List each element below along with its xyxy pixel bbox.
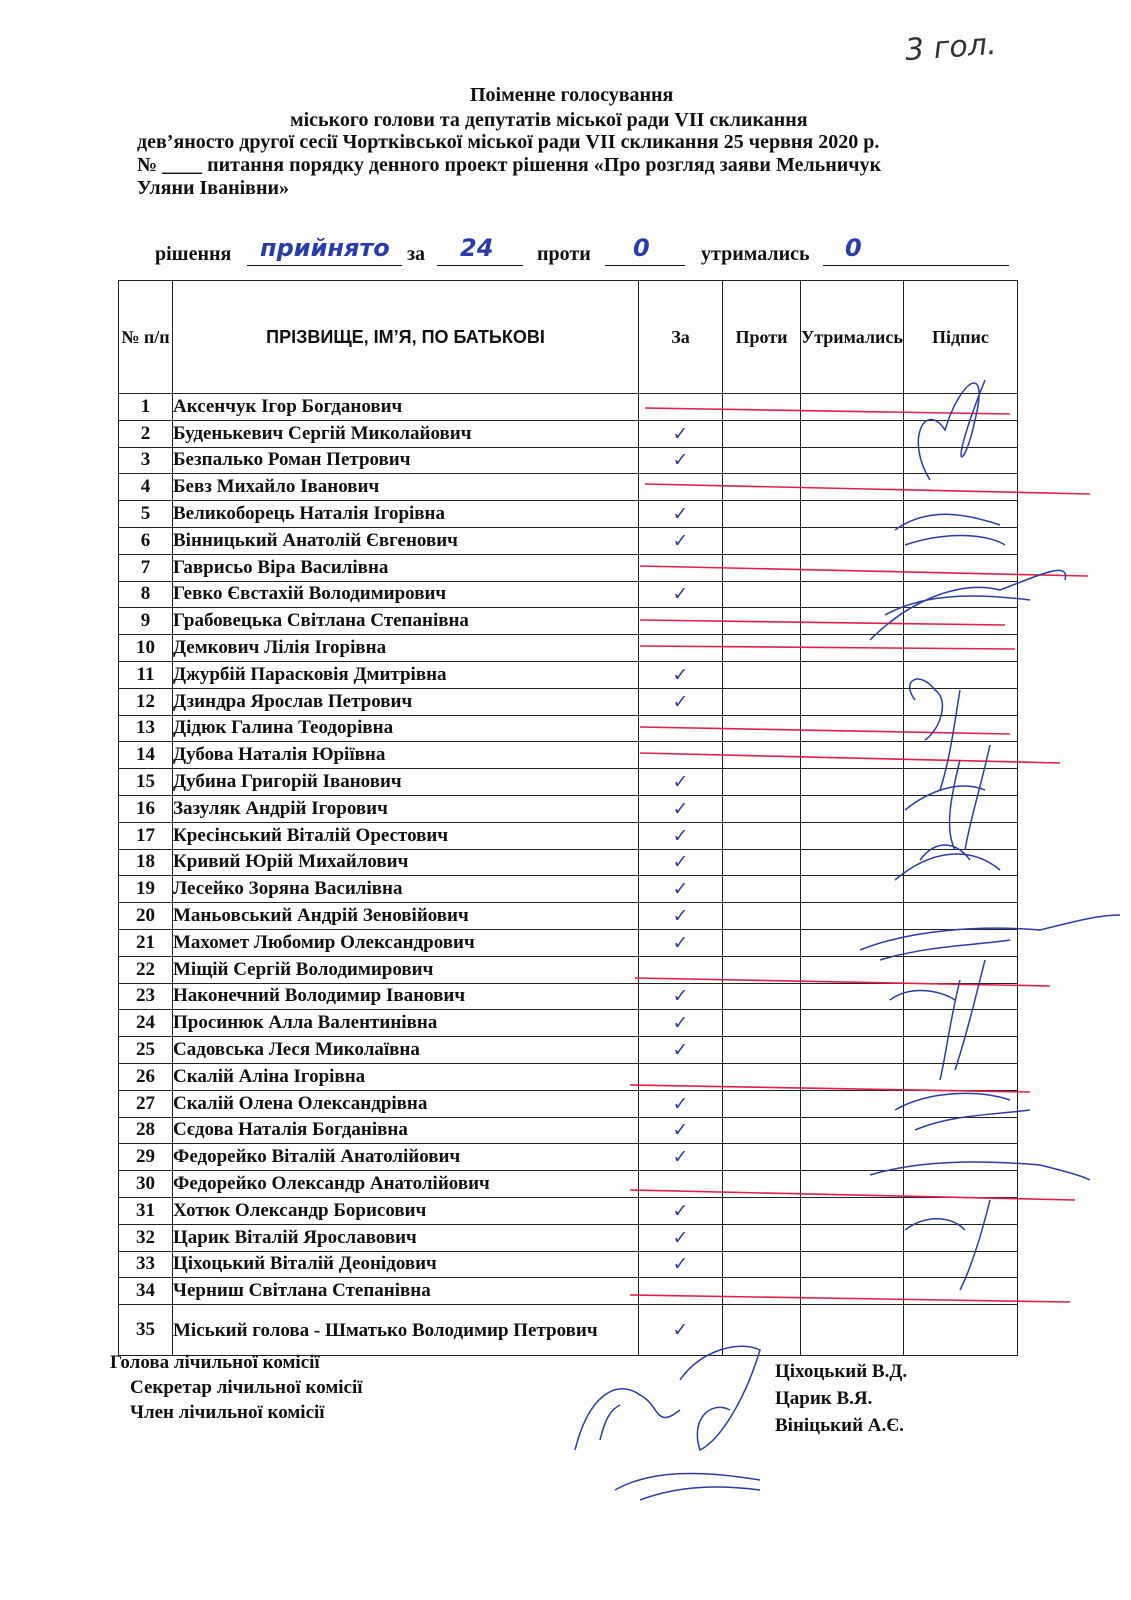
vote-utrymalys-cell — [801, 635, 904, 662]
vote-proty-cell — [723, 608, 801, 635]
row-number: 29 — [119, 1144, 173, 1171]
vote-proty-cell — [723, 903, 801, 930]
signature-cell — [903, 876, 1017, 903]
proty-count: 0 — [633, 234, 650, 262]
table-row — [119, 1144, 1018, 1171]
deputy-name: Вінницький Анатолій Євгенович — [173, 527, 639, 554]
vote-proty-cell — [723, 929, 801, 956]
vote-za-cell: ✓ — [639, 795, 723, 822]
row-number: 7 — [119, 554, 173, 581]
vote-za-cell: ✓ — [639, 1010, 723, 1037]
table-row — [119, 983, 1018, 1010]
proty-label: проти — [537, 243, 591, 265]
row-number: 2 — [119, 420, 173, 447]
doc-subtitle: міського голови та депутатів міської ради VII скликання — [290, 109, 808, 131]
vote-utrymalys-cell — [801, 956, 904, 983]
row-number: 21 — [119, 929, 173, 956]
vote-proty-cell — [723, 769, 801, 796]
vote-za-cell: ✓ — [639, 1197, 723, 1224]
corner-handwritten-note: 3 гол. — [903, 26, 998, 69]
vote-za-cell: ✓ — [639, 1305, 723, 1356]
table-header-row — [119, 281, 1018, 394]
row-number: 11 — [119, 661, 173, 688]
commission-roles — [110, 1350, 363, 1425]
signature-cell — [903, 635, 1017, 662]
table-row — [119, 1037, 1018, 1064]
signature-cell — [903, 1037, 1017, 1064]
col-name-header: ПРІЗВИЩЕ, ІМ’Я, ПО БАТЬКОВІ — [173, 281, 639, 394]
deputy-name: Зазуляк Андрій Ігорович — [173, 795, 639, 822]
signature-cell — [903, 1278, 1017, 1305]
vote-za-cell — [639, 554, 723, 581]
signature-cell — [903, 1224, 1017, 1251]
row-number: 25 — [119, 1037, 173, 1064]
vote-za-cell: ✓ — [639, 849, 723, 876]
signature-cell — [903, 447, 1017, 474]
row-number: 13 — [119, 715, 173, 742]
vote-utrymalys-cell — [801, 1117, 904, 1144]
deputy-name: Дзиндра Ярослав Петрович — [173, 688, 639, 715]
vote-proty-cell — [723, 527, 801, 554]
row-number: 30 — [119, 1171, 173, 1198]
vote-za-cell: ✓ — [639, 501, 723, 528]
vote-za-cell: ✓ — [639, 822, 723, 849]
decision-summary — [155, 230, 1035, 272]
agenda-line-2: Уляни Іванівни» — [137, 177, 290, 199]
col-za-header: За — [639, 281, 723, 394]
vote-proty-cell — [723, 1090, 801, 1117]
vote-utrymalys-cell — [801, 795, 904, 822]
vote-utrymalys-cell — [801, 394, 904, 421]
vote-za-cell: ✓ — [639, 1117, 723, 1144]
commission-name-secretary: Царик В.Я. — [775, 1388, 873, 1409]
vote-proty-cell — [723, 474, 801, 501]
signature-cell — [903, 822, 1017, 849]
vote-proty-cell — [723, 420, 801, 447]
vote-proty-cell — [723, 635, 801, 662]
signature-cell — [903, 554, 1017, 581]
vote-utrymalys-cell — [801, 849, 904, 876]
decision-label: рішення — [155, 243, 232, 265]
table-row — [119, 608, 1018, 635]
table-row — [119, 1197, 1018, 1224]
vote-za-cell: ✓ — [639, 903, 723, 930]
row-number: 20 — [119, 903, 173, 930]
row-number: 12 — [119, 688, 173, 715]
deputy-name: Федорейко Олександр Анатолійович — [173, 1171, 639, 1198]
vote-utrymalys-cell — [801, 1278, 904, 1305]
vote-proty-cell — [723, 1037, 801, 1064]
vote-proty-cell — [723, 742, 801, 769]
vote-utrymalys-cell — [801, 501, 904, 528]
vote-za-cell — [639, 394, 723, 421]
vote-utrymalys-cell — [801, 474, 904, 501]
signature-cell — [903, 715, 1017, 742]
commission-name-chair: Ціхоцький В.Д. — [775, 1361, 908, 1382]
vote-utrymalys-cell — [801, 715, 904, 742]
agenda-line: № ____ питання порядку денного проект рішення «Про розгляд заяви Мельничук — [137, 154, 882, 176]
vote-za-cell — [639, 474, 723, 501]
deputy-name: Безпалько Роман Петрович — [173, 447, 639, 474]
table-row — [119, 742, 1018, 769]
deputy-name: Маньовський Андрій Зеновійович — [173, 903, 639, 930]
table-row — [119, 769, 1018, 796]
signature-cell — [903, 1144, 1017, 1171]
table-row — [119, 1117, 1018, 1144]
row-number: 22 — [119, 956, 173, 983]
signature-cell — [903, 527, 1017, 554]
col-utrymalys-header: Утримались — [801, 281, 904, 394]
vote-utrymalys-cell — [801, 608, 904, 635]
signature-cell — [903, 608, 1017, 635]
vote-proty-cell — [723, 661, 801, 688]
table-row — [119, 1278, 1018, 1305]
vote-proty-cell — [723, 554, 801, 581]
row-number: 23 — [119, 983, 173, 1010]
vote-proty-cell — [723, 394, 801, 421]
signature-cell — [903, 849, 1017, 876]
vote-za-cell — [639, 1278, 723, 1305]
deputy-name: Бевз Михайло Іванович — [173, 474, 639, 501]
vote-utrymalys-cell — [801, 554, 904, 581]
signature-cell — [903, 420, 1017, 447]
vote-utrymalys-cell — [801, 822, 904, 849]
vote-utrymalys-cell — [801, 447, 904, 474]
row-number: 15 — [119, 769, 173, 796]
vote-utrymalys-cell — [801, 1251, 904, 1278]
commission-signature — [680, 1346, 760, 1450]
vote-utrymalys-cell — [801, 1224, 904, 1251]
deputy-name: Дідюк Галина Теодорівна — [173, 715, 639, 742]
table-row — [119, 447, 1018, 474]
commission-names — [775, 1358, 907, 1439]
deputy-name: Дубова Наталія Юріївна — [173, 742, 639, 769]
commission-role-chair: Голова лічильної комісії — [110, 1352, 320, 1373]
row-number: 32 — [119, 1224, 173, 1251]
vote-za-cell: ✓ — [639, 688, 723, 715]
row-number: 3 — [119, 447, 173, 474]
vote-proty-cell — [723, 849, 801, 876]
vote-za-cell: ✓ — [639, 929, 723, 956]
vote-table — [118, 280, 1018, 1356]
deputy-name: Великоборець Наталія Ігорівна — [173, 501, 639, 528]
vote-za-cell — [639, 608, 723, 635]
signature-cell — [903, 742, 1017, 769]
col-proty-header: Проти — [723, 281, 801, 394]
vote-za-cell — [639, 956, 723, 983]
deputy-name: Ціхоцький Віталій Деонідович — [173, 1251, 639, 1278]
vote-utrymalys-cell — [801, 903, 904, 930]
signature-cell — [903, 1090, 1017, 1117]
deputy-name: Грабовецька Світлана Степанівна — [173, 608, 639, 635]
vote-utrymalys-cell — [801, 420, 904, 447]
commission-role-member: Член лічильної комісії — [130, 1402, 325, 1423]
vote-za-cell: ✓ — [639, 527, 723, 554]
commission-name-member: Вініцький А.Є. — [775, 1415, 904, 1436]
vote-za-cell: ✓ — [639, 447, 723, 474]
deputy-name: Буденькевич Сергій Миколайович — [173, 420, 639, 447]
vote-utrymalys-cell — [801, 769, 904, 796]
row-number: 17 — [119, 822, 173, 849]
table-row — [119, 1224, 1018, 1251]
deputy-name: Кривий Юрій Михайлович — [173, 849, 639, 876]
vote-proty-cell — [723, 1010, 801, 1037]
table-row — [119, 903, 1018, 930]
signature-cell — [903, 1251, 1017, 1278]
decision-value: прийнято — [260, 234, 390, 262]
vote-utrymalys-cell — [801, 1144, 904, 1171]
row-number: 24 — [119, 1010, 173, 1037]
vote-proty-cell — [723, 1117, 801, 1144]
row-number: 28 — [119, 1117, 173, 1144]
vote-utrymalys-cell — [801, 1090, 904, 1117]
vote-za-cell: ✓ — [639, 1144, 723, 1171]
col-signature-header: Підпис — [903, 281, 1017, 394]
vote-utrymalys-cell — [801, 929, 904, 956]
vote-utrymalys-cell — [801, 1037, 904, 1064]
vote-za-cell — [639, 635, 723, 662]
vote-proty-cell — [723, 447, 801, 474]
signature-cell — [903, 1305, 1017, 1356]
vote-utrymalys-cell — [801, 1171, 904, 1198]
table-row — [119, 420, 1018, 447]
row-number: 19 — [119, 876, 173, 903]
table-row — [119, 1010, 1018, 1037]
vote-proty-cell — [723, 715, 801, 742]
signature-cell — [903, 929, 1017, 956]
vote-utrymalys-cell — [801, 1063, 904, 1090]
vote-za-cell: ✓ — [639, 661, 723, 688]
signature-cell — [903, 769, 1017, 796]
vote-proty-cell — [723, 1197, 801, 1224]
table-row — [119, 1251, 1018, 1278]
signature-cell — [903, 1197, 1017, 1224]
vote-proty-cell — [723, 581, 801, 608]
doc-title: Поіменне голосування — [470, 84, 674, 106]
row-number: 1 — [119, 394, 173, 421]
table-row — [119, 929, 1018, 956]
vote-za-cell — [639, 742, 723, 769]
row-number: 4 — [119, 474, 173, 501]
table-row — [119, 688, 1018, 715]
row-number: 27 — [119, 1090, 173, 1117]
table-row — [119, 527, 1018, 554]
vote-proty-cell — [723, 1144, 801, 1171]
deputy-name: Міщій Сергій Володимирович — [173, 956, 639, 983]
row-number: 31 — [119, 1197, 173, 1224]
commission-signature — [575, 1389, 680, 1450]
deputy-name: Наконечний Володимир Іванович — [173, 983, 639, 1010]
table-row — [119, 715, 1018, 742]
vote-proty-cell — [723, 1305, 801, 1356]
vote-za-cell: ✓ — [639, 1251, 723, 1278]
deputy-name: Просинюк Алла Валентинівна — [173, 1010, 639, 1037]
deputy-name: Аксенчук Ігор Богданович — [173, 394, 639, 421]
vote-utrymalys-cell — [801, 581, 904, 608]
vote-proty-cell — [723, 1063, 801, 1090]
signature-cell — [903, 474, 1017, 501]
signature-cell — [903, 1171, 1017, 1198]
col-num-header: № п/п — [119, 281, 173, 394]
signature-cell — [903, 581, 1017, 608]
deputy-name: Дубина Григорій Іванович — [173, 769, 639, 796]
table-row — [119, 1305, 1018, 1356]
vote-za-cell: ✓ — [639, 581, 723, 608]
signature-cell — [903, 983, 1017, 1010]
vote-utrymalys-cell — [801, 742, 904, 769]
deputy-name: Черниш Світлана Степанівна — [173, 1278, 639, 1305]
table-row — [119, 1090, 1018, 1117]
row-number: 5 — [119, 501, 173, 528]
vote-za-cell: ✓ — [639, 876, 723, 903]
deputy-name: Гевко Євстахій Володимирович — [173, 581, 639, 608]
vote-proty-cell — [723, 876, 801, 903]
deputy-name: Демкович Лілія Ігорівна — [173, 635, 639, 662]
table-row — [119, 661, 1018, 688]
vote-proty-cell — [723, 1251, 801, 1278]
vote-utrymalys-cell — [801, 983, 904, 1010]
row-number: 8 — [119, 581, 173, 608]
vote-za-cell — [639, 715, 723, 742]
deputy-name: Сєдова Наталія Богданівна — [173, 1117, 639, 1144]
za-count: 24 — [460, 234, 494, 262]
vote-utrymalys-cell — [801, 688, 904, 715]
row-number: 16 — [119, 795, 173, 822]
deputy-name: Садовська Леся Миколаївна — [173, 1037, 639, 1064]
vote-za-cell — [639, 1171, 723, 1198]
za-label: за — [407, 243, 426, 265]
deputy-name: Міський голова - Шматько Володимир Петрович — [173, 1305, 639, 1356]
table-row — [119, 1063, 1018, 1090]
row-number: 26 — [119, 1063, 173, 1090]
table-row — [119, 795, 1018, 822]
table-row — [119, 822, 1018, 849]
vote-utrymalys-cell — [801, 1197, 904, 1224]
session-line: дев’яносто другої сесії Чортківської міської ради VII скликання 25 червня 2020 р. — [137, 131, 880, 153]
vote-proty-cell — [723, 688, 801, 715]
commission-role-secretary: Секретар лічильної комісії — [130, 1377, 363, 1398]
deputy-name: Хотюк Олександр Борисович — [173, 1197, 639, 1224]
row-number: 10 — [119, 635, 173, 662]
table-row — [119, 501, 1018, 528]
row-number: 18 — [119, 849, 173, 876]
vote-za-cell: ✓ — [639, 769, 723, 796]
vote-za-cell: ✓ — [639, 1090, 723, 1117]
signature-cell — [903, 903, 1017, 930]
vote-proty-cell — [723, 1224, 801, 1251]
table-row — [119, 474, 1018, 501]
row-number: 14 — [119, 742, 173, 769]
vote-za-cell: ✓ — [639, 1037, 723, 1064]
row-number: 9 — [119, 608, 173, 635]
signature-cell — [903, 795, 1017, 822]
table-row — [119, 554, 1018, 581]
vote-proty-cell — [723, 1278, 801, 1305]
vote-proty-cell — [723, 983, 801, 1010]
row-number: 33 — [119, 1251, 173, 1278]
vote-proty-cell — [723, 1171, 801, 1198]
vote-proty-cell — [723, 501, 801, 528]
vote-za-cell: ✓ — [639, 983, 723, 1010]
deputy-name: Махомет Любомир Олександрович — [173, 929, 639, 956]
vote-za-cell — [639, 1063, 723, 1090]
deputy-name: Лесейко Зоряна Василівна — [173, 876, 639, 903]
deputy-name: Гаврисьо Віра Василівна — [173, 554, 639, 581]
table-row — [119, 876, 1018, 903]
commission-signature — [615, 1473, 760, 1500]
vote-za-cell: ✓ — [639, 420, 723, 447]
table-row — [119, 849, 1018, 876]
vote-proty-cell — [723, 822, 801, 849]
row-number: 34 — [119, 1278, 173, 1305]
deputy-name: Кресінський Віталій Орестович — [173, 822, 639, 849]
deputy-name: Скалій Аліна Ігорівна — [173, 1063, 639, 1090]
vote-utrymalys-cell — [801, 661, 904, 688]
table-row — [119, 956, 1018, 983]
vote-table-body — [119, 394, 1018, 1356]
utrymalys-count: 0 — [845, 234, 862, 262]
deputy-name: Скалій Олена Олександрівна — [173, 1090, 639, 1117]
signature-cell — [903, 501, 1017, 528]
signature-cell — [903, 394, 1017, 421]
vote-utrymalys-cell — [801, 876, 904, 903]
signature-cell — [903, 688, 1017, 715]
vote-proty-cell — [723, 956, 801, 983]
table-row — [119, 1171, 1018, 1198]
vote-za-cell: ✓ — [639, 1224, 723, 1251]
row-number: 35 — [119, 1305, 173, 1356]
deputy-name: Джурбій Парасковія Дмитрівна — [173, 661, 639, 688]
vote-utrymalys-cell — [801, 1010, 904, 1037]
signature-cell — [903, 956, 1017, 983]
vote-proty-cell — [723, 795, 801, 822]
signature-cell — [903, 661, 1017, 688]
deputy-name: Царик Віталій Ярославович — [173, 1224, 639, 1251]
deputy-name: Федорейко Віталій Анатолійович — [173, 1144, 639, 1171]
signature-cell — [903, 1010, 1017, 1037]
vote-utrymalys-cell — [801, 527, 904, 554]
signature-cell — [903, 1063, 1017, 1090]
table-row — [119, 581, 1018, 608]
table-row — [119, 394, 1018, 421]
row-number: 6 — [119, 527, 173, 554]
vote-utrymalys-cell — [801, 1305, 904, 1356]
table-row — [119, 635, 1018, 662]
utrymalys-label: утримались — [701, 243, 810, 265]
signature-cell — [903, 1117, 1017, 1144]
